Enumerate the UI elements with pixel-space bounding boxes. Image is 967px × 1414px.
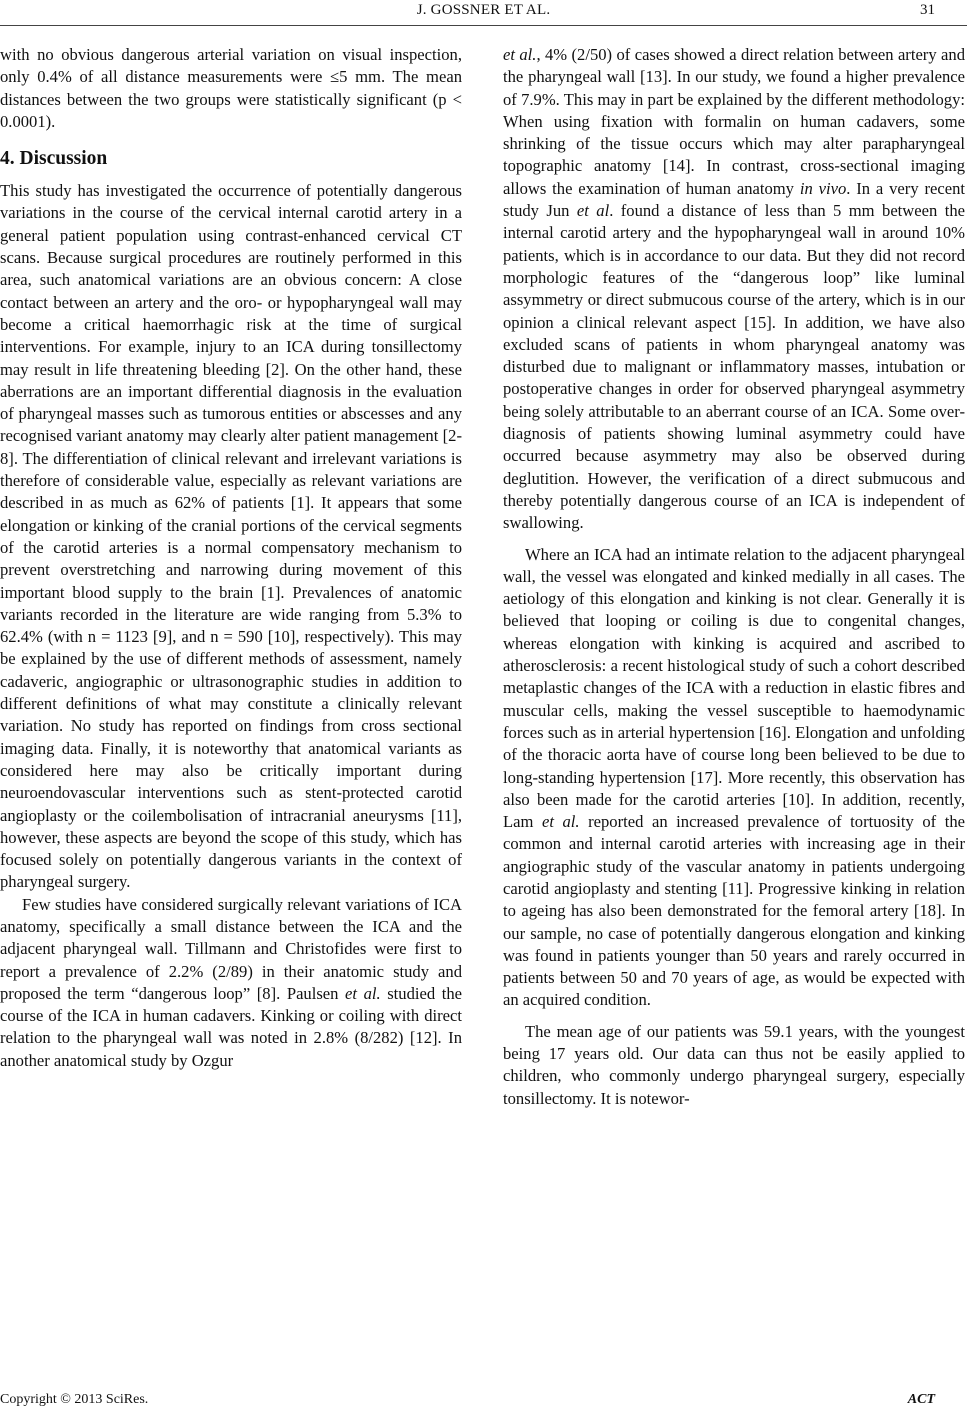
discussion-paragraph-4: The mean age of our patients was 59.1 years, with the youngest being 17 years old. Our data can thus not be easily applied to children, who commonly undergo pharyngeal surgery, especially tonsillectomy. It is notewor- [503, 1021, 965, 1108]
right-column [503, 44, 965, 1110]
paragraph-text: reported an increased prevalence of tortuosity of the common and internal carotid arteries with increasing age in their angiographic study of the vascular anatomy in patients undergoing carotid angioplasty and stenting [11]. Progressive kinking in relation to ageing has also been demonstrated for the femoral artery [18]. In our sample, no case of potentially dangerous elongation and kinking was found in patients younger than 50 years and rarely occurred in patients between 50 and 70 years of age, as would be expected with an acquired condition. [503, 812, 965, 1010]
paragraph-text: Where an ICA had an intimate relation to the adjacent pharyngeal wall, the vessel was elongated and kinked medially in all cases. The aetiology of this elongation and kinking is not clear. Generally it is believed that looping or coiling is due to congenital changes, whereas elongation with kinking is acquired and ascribed to atherosclerosis: a recent histological study of such a cohort described metaplastic changes of the ICA with a reduction in elastic fibres and muscular cells, making the vessel susceptible to haemodynamic forces such as in arterial hypertension [16]. Elongation and unfolding of the thoracic aorta have of course long been believed to be due to long-standing hypertension [17]. More recently, this observation has also been made for the carotid arteries [10]. In addition, recently, Lam [503, 544, 965, 832]
running-title: J. GOSSNER ET AL. [416, 2, 551, 18]
header-divider [0, 25, 967, 26]
section-heading-discussion: 4. Discussion [0, 148, 108, 170]
italic-et-al: et al. [541, 812, 580, 832]
journal-abbreviation: ACT [907, 1392, 935, 1407]
continued-paragraph: with no obvious dangerous arterial variation on visual inspection, only 0.4% of all distance measurements were ≤5 mm. The mean distances between the two groups were statistically significant (p < 0.0001). [0, 45, 462, 131]
italic-et-al: et al [576, 201, 610, 221]
discussion-paragraph-2 [0, 894, 462, 1072]
paragraph-text: , 4% (2/50) of cases showed a direct relation between artery and the pharyngeal wall [13]. In our study, we found a higher prevalence of 7.9%. This may in part be explained by the different methodology: When using fixation with formalin on human cadavers, some shrinking of the tissue occurs which may alter parapharyngeal topographic anatomy [14]. In contrast, cross-sectional imaging allows the examination of human anatomy [503, 45, 965, 198]
page-number: 31 [920, 2, 935, 18]
continued-paragraph [503, 44, 965, 535]
paragraph-text: . found a distance of less than 5 mm between the internal carotid artery and the hypopharyngeal wall in around 10% patients, which is in accordance to our data. But they did not record morphologic features of the “dangerous loop” like luminal assymmetry or direct submucous course of the artery, which is in our opinion a clinical relevant aspect [15]. In addition, we have also excluded scans of patients in whom pharyngeal anatomy was disturbed due to malignant or inflammatory masses, intubation or postoperative changes in order for observed pharyngeal asymmetry being solely attributable to an aberrant course of an ICA. Some over-diagnosis of patients showing luminal asymmetry could have occurred because asymmetry may also be observed during deglutition. However, the verification of a direct submucous and thereby potentially dangerous course of an ICA is independent of swallowing. [503, 201, 966, 533]
page-header [0, 0, 967, 30]
paragraph-text: Few studies have considered surgically relevant variations of ICA anatomy, specifically a small distance between the ICA and the adjacent pharyngeal wall. Tillmann and Christofides were first to report a prevalence of 2.2% (2/89) in their anatomic study and proposed the term “dangerous loop” [8]. Paulsen [0, 894, 462, 1003]
discussion-paragraph-3 [503, 544, 965, 1012]
page-footer [0, 1392, 967, 1412]
paragraph-text: . In a very recent study Jun [503, 178, 965, 221]
copyright-notice: Copyright © 2013 SciRes. [0, 1392, 149, 1407]
paragraph-text: studied the course of the ICA in human cadavers. Kinking or coiling with direct relation to the pharyngeal wall was noted in 2.8% (8/282) [12]. In another anatomical study by Ozgur [0, 983, 462, 1070]
left-column [0, 44, 462, 1072]
discussion-paragraph-1: This study has investigated the occurrence of potentially dangerous variations in the course of the cervical internal carotid artery in a general patient population using contrast-enhanced cervical CT scans. Because surgical procedures are routinely performed in this area, such anatomical variations are an obvious concern: A close contact between an artery and the oro- or hypopharyngeal wall may become a critical haemorrhagic risk at the time of surgical interventions. For example, injury to an ICA during tonsillectomy may result in life threatening bleeding [2]. On the other hand, these aberrations are an important differential diagnosis in the evaluation of pharyngeal masses such as tumorous entities or abscesses and any recognised variant anatomy may clearly alter patient management [2-8]. The differentiation of clinical relevant and irrelevant variations is therefore of considerable value, especially as relevant variations are described in as much as 62% of patients [1]. It appears that some elongation or kinking of the cranial portions of the cervical segments of the carotid arteries is a normal compensatory mechanism to prevent overstretching and narrowing during movement of this important blood supply to the brain [1]. Prevalences of anatomic variants recorded in the literature are wide ranging from 5.3% to 62.4% (with n = 1123 [9], and n = 590 [10], respectively). This may be explained by the use of different methods of assessment, namely cadaveric, angiographic or ultrasonographic studies in addition to different definitions of what may constitute a clinically relevant variation. No study has reported on findings from cross sectional imaging data. Finally, it is noteworthy that anatomical variants as considered here may also be critically important during neuroendovascular interventions such as stent-protected carotid angioplasty or the coilembolisation of intracranial aneurysms [11], however, these aspects are beyond the scope of this study, which has focused solely on potentially dangerous variants in the context of pharyngeal surgery. [0, 181, 462, 892]
italic-et-al: et al. [503, 45, 537, 64]
italic-in-vivo: in vivo [799, 178, 847, 198]
italic-et-al: et al. [345, 983, 381, 1003]
